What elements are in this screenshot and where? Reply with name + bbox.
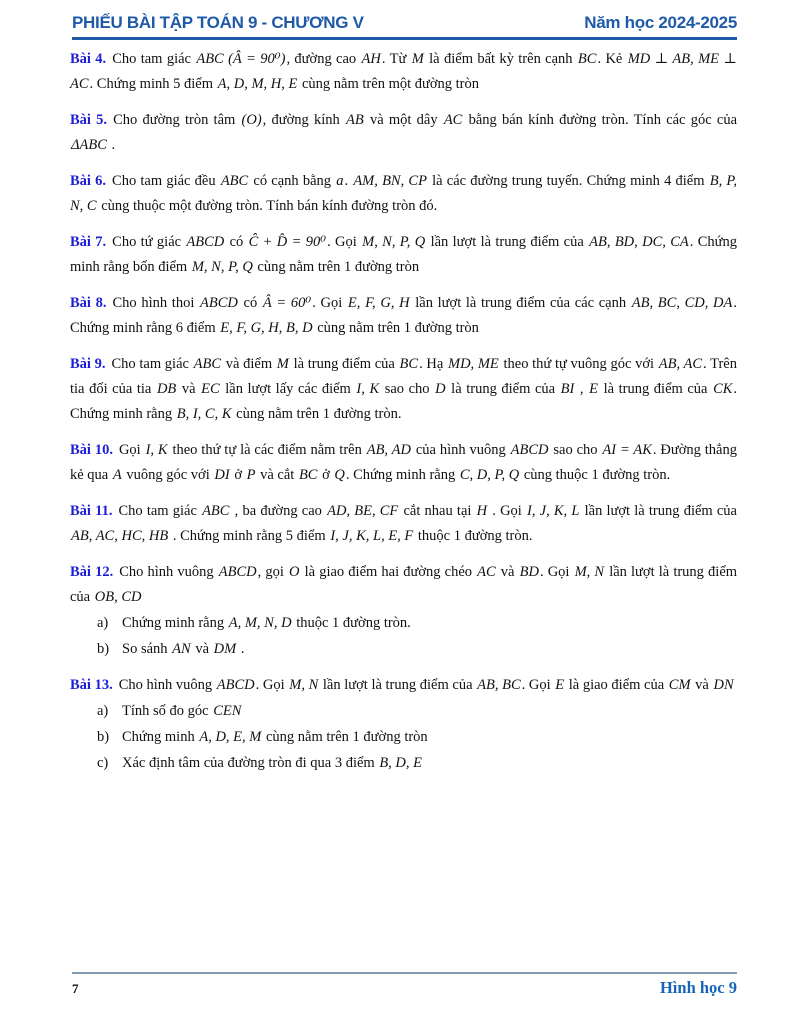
math-run: ABC: [202, 503, 230, 519]
footer-book-title: Hình học 9: [659, 978, 737, 997]
exercise-label: Bài 9.: [70, 356, 106, 372]
text-run: . Gọi: [255, 677, 289, 693]
text-run: có cạnh bằng: [249, 173, 336, 189]
math-run: BI: [560, 381, 575, 397]
exercise-label: Bài 4.: [70, 51, 107, 67]
text-run: . Kẻ: [597, 51, 627, 67]
item-text: [122, 703, 242, 719]
text-run: , đường cao: [286, 51, 361, 67]
exercise-text: [70, 51, 737, 92]
math-run: B, I, C, K: [176, 406, 232, 422]
math-run: B, P, N, C: [70, 173, 738, 214]
math-run: AD, BE, CF: [327, 503, 399, 519]
text-run: thuộc 1 đường tròn.: [292, 615, 411, 631]
math-run: ABC (Â = 90⁰): [196, 51, 286, 67]
math-run: C, D, P, Q: [459, 467, 520, 483]
math-run: DN: [713, 677, 734, 693]
exercise-text: [70, 112, 737, 153]
text-run: lần lượt lấy các điểm: [220, 381, 356, 397]
text-run: Tính số đo góc: [122, 703, 213, 719]
math-run: ABCD: [216, 677, 255, 693]
exercise-label: Bài 11.: [70, 503, 113, 519]
math-run: MD ⊥ AB, ME ⊥ AC: [70, 51, 737, 92]
text-run: lần lượt là trung điểm của: [319, 677, 477, 693]
text-run: cắt nhau tại: [399, 503, 476, 519]
math-run: M, N: [289, 677, 319, 693]
text-run: , đường kính: [262, 112, 346, 128]
exercise-subitem: [70, 751, 737, 776]
text-run: là trung điểm của: [446, 381, 560, 397]
math-run: AM, BN, CP: [353, 173, 427, 189]
item-marker: b): [97, 641, 110, 657]
math-run: ABCD: [510, 442, 549, 458]
math-run: A, M, N, D: [228, 615, 292, 631]
exercise-subitem: [70, 611, 737, 636]
math-run: I, J, K, L, E, F: [330, 528, 414, 544]
text-run: vuông góc với: [122, 467, 214, 483]
math-run: a: [336, 173, 344, 189]
item-marker: a): [97, 703, 109, 719]
text-run: lần lượt là trung điểm của: [580, 503, 737, 519]
exercise-label: Bài 10.: [70, 442, 113, 458]
text-run: Cho tam giác: [112, 51, 196, 67]
text-run: lần lượt là trung điểm của: [70, 564, 738, 605]
exercise: [70, 291, 737, 341]
item-marker: b): [97, 729, 110, 745]
text-run: cùng thuộc một đường tròn. Tính bán kính đường tròn đó.: [97, 198, 438, 214]
text-run: Chứng minh: [122, 729, 199, 745]
exercise-label: Bài 13.: [70, 677, 113, 693]
text-run: , ba đường cao: [230, 503, 327, 519]
math-run: E: [589, 381, 598, 397]
text-run: và: [191, 641, 213, 657]
math-run: A: [112, 467, 122, 483]
exercise-subitems: [70, 699, 737, 776]
math-run: ABCD: [186, 234, 225, 250]
text-run: Cho hình vuông: [119, 564, 218, 580]
text-run: theo thứ tự vuông góc với: [499, 356, 658, 372]
text-run: cùng thuộc 1 đường tròn.: [520, 467, 671, 483]
page-number: 7: [72, 981, 79, 996]
text-run: có: [238, 295, 262, 311]
math-run: MD, ME: [447, 356, 499, 372]
math-run: A, D, E, M: [199, 729, 262, 745]
text-run: . Hạ: [419, 356, 447, 372]
exercise-label: Bài 6.: [70, 173, 107, 189]
text-run: là trung điểm của: [599, 381, 713, 397]
text-run: So sánh: [122, 641, 172, 657]
exercise: [70, 673, 737, 776]
exercise: [70, 560, 737, 662]
text-run: là giao điểm hai đường chéo: [300, 564, 477, 580]
math-run: CEN: [213, 703, 242, 719]
math-run: (O): [241, 112, 262, 128]
exercise-text: [70, 503, 737, 544]
exercise-label: Bài 12.: [70, 564, 114, 580]
text-run: ở: [230, 467, 246, 483]
math-run: M: [411, 51, 424, 67]
math-run: AN: [172, 641, 191, 657]
math-run: CM: [668, 677, 691, 693]
text-run: cùng nằm trên 1 đường tròn.: [232, 406, 402, 422]
math-run: E: [555, 677, 565, 693]
math-run: EC: [201, 381, 220, 397]
item-text: [122, 641, 244, 657]
text-run: và: [177, 381, 201, 397]
text-run: ở: [318, 467, 334, 483]
exercise-subitem: [70, 637, 737, 662]
text-run: . Từ: [381, 51, 411, 67]
math-run: ABC: [193, 356, 222, 372]
text-run: lần lượt là trung điểm của các cạnh: [410, 295, 631, 311]
text-run: Chứng minh rằng: [122, 615, 228, 631]
math-run: D: [435, 381, 446, 397]
text-run: cùng nằm trên 1 đường tròn: [253, 259, 420, 275]
text-run: . Gọi: [312, 295, 347, 311]
exercise-text: [70, 173, 737, 214]
math-run: DB: [156, 381, 177, 397]
text-run: là điểm bất kỳ trên cạnh: [424, 51, 577, 67]
text-run: lần lượt là trung điểm của: [426, 234, 589, 250]
math-run: E, F, G, H: [347, 295, 410, 311]
text-run: Xác định tâm của đường tròn đi qua 3 điểm: [122, 755, 379, 771]
text-run: . Gọi: [521, 677, 555, 693]
math-run: CK: [713, 381, 733, 397]
math-run: B, D, E: [379, 755, 423, 771]
exercise-subitem: [70, 699, 737, 724]
exercise-subitems: [70, 611, 737, 662]
math-run: AB, BD, DC, CA: [589, 234, 689, 250]
math-run: ABCD: [200, 295, 238, 311]
math-run: E, F, G, H, B, D: [220, 320, 313, 336]
math-run: BC: [577, 51, 597, 67]
item-text: [122, 755, 423, 771]
math-run: A, D, M, H, E: [217, 76, 298, 92]
text-run: là các đường trung tuyến. Chứng minh 4 điểm: [427, 173, 709, 189]
exercise: [70, 352, 737, 427]
math-run: AB, AD: [366, 442, 411, 458]
exercise-text: [119, 677, 735, 693]
text-run: Cho hình thoi: [112, 295, 200, 311]
text-run: là giao điểm của: [565, 677, 668, 693]
text-run: có: [225, 234, 248, 250]
exercise-label: Bài 5.: [70, 112, 108, 128]
math-run: Ĉ + D̂ = 90⁰: [248, 234, 327, 250]
text-run: theo thứ tự là các điểm nằm trên: [168, 442, 366, 458]
math-run: AC: [477, 564, 496, 580]
text-run: và: [691, 677, 713, 693]
text-run: ,: [575, 381, 589, 397]
math-run: ABC: [220, 173, 249, 189]
text-run: . Chứng minh 5 điểm: [89, 76, 217, 92]
item-marker: a): [97, 615, 109, 631]
math-run: DI: [214, 467, 230, 483]
math-run: AB: [346, 112, 364, 128]
text-run: cùng nằm trên 1 đường tròn: [262, 729, 428, 745]
math-run: M: [276, 356, 289, 372]
exercise-text: [70, 234, 737, 275]
text-run: . Chứng minh rằng: [70, 381, 738, 422]
math-run: OB, CD: [94, 589, 142, 605]
exercise-label: Bài 7.: [70, 234, 107, 250]
math-run: M, N, P, Q: [191, 259, 253, 275]
text-run: , gọi: [257, 564, 289, 580]
exercise: [70, 438, 737, 488]
text-run: . Gọi: [327, 234, 362, 250]
text-run: cùng nằm trên một đường tròn: [298, 76, 480, 92]
text-run: . Gọi: [539, 564, 574, 580]
text-run: Cho hình vuông: [118, 677, 216, 693]
text-run: Cho tam giác: [118, 503, 202, 519]
math-run: DM: [213, 641, 237, 657]
math-run: BC: [399, 356, 419, 372]
math-run: AB, BC, CD, DA: [631, 295, 733, 311]
text-run: thuộc 1 đường tròn.: [414, 528, 533, 544]
text-run: và cắt: [256, 467, 298, 483]
item-marker: c): [97, 755, 109, 771]
math-run: AC: [443, 112, 463, 128]
math-run: O: [289, 564, 300, 580]
text-run: . Trên tia đối của tia: [70, 356, 737, 397]
text-run: . Chứng minh rằng 5 điểm: [169, 528, 330, 544]
text-run: Cho đường tròn tâm: [113, 112, 241, 128]
text-run: cùng nằm trên 1 đường tròn: [313, 320, 479, 336]
math-run: I, K: [145, 442, 168, 458]
exercise: [70, 108, 737, 158]
exercise: [70, 230, 737, 280]
document-footer: [72, 972, 737, 998]
math-run: Q: [334, 467, 345, 483]
text-run: Gọi: [118, 442, 145, 458]
math-run: H: [476, 503, 488, 519]
exercise-text: [70, 564, 737, 605]
text-run: . Gọi: [488, 503, 526, 519]
text-run: và: [496, 564, 519, 580]
text-run: .: [344, 173, 353, 189]
exercise: [70, 499, 737, 549]
text-run: của hình vuông: [412, 442, 510, 458]
item-text: [122, 729, 428, 745]
math-run: M, N: [574, 564, 605, 580]
math-run: BC: [298, 467, 318, 483]
math-run: BD: [519, 564, 539, 580]
text-run: Cho tam giác đều: [112, 173, 220, 189]
math-run: AB, BC: [477, 677, 521, 693]
exercise-text: [70, 442, 737, 483]
text-run: và điểm: [222, 356, 276, 372]
exercise-text: [70, 295, 737, 336]
exercise: [70, 47, 737, 97]
text-run: . Chứng minh rằng 6 điểm: [70, 295, 738, 336]
exercise-list: [70, 47, 737, 787]
math-run: AI = AK: [602, 442, 652, 458]
text-run: Cho tứ giác: [112, 234, 186, 250]
math-run: AB, AC: [658, 356, 703, 372]
exercise-text: [70, 356, 737, 422]
math-run: M, N, P, Q: [362, 234, 426, 250]
text-run: .: [237, 641, 245, 657]
text-run: là trung điểm của: [289, 356, 399, 372]
text-run: .: [107, 137, 116, 153]
text-run: . Chứng minh rằng: [345, 467, 459, 483]
math-run: I, J, K, L: [527, 503, 580, 519]
text-run: . Chứng minh rằng bốn điểm: [70, 234, 738, 275]
header-school-year: Năm học 2024-2025: [584, 13, 737, 32]
item-text: [122, 615, 411, 631]
document-header: [72, 13, 737, 40]
text-run: sao cho: [380, 381, 435, 397]
math-run: Â = 60⁰: [262, 295, 312, 311]
math-run: ABCD: [218, 564, 257, 580]
exercise: [70, 169, 737, 219]
math-run: P: [246, 467, 256, 483]
math-run: ΔABC: [71, 137, 107, 153]
text-run: sao cho: [549, 442, 602, 458]
exercise-subitem: [70, 725, 737, 750]
text-run: bằng bán kính đường tròn. Tính các góc của: [463, 112, 738, 128]
text-run: . Đường thẳng kẻ qua: [70, 442, 737, 483]
header-title: PHIẾU BÀI TẬP TOÁN 9 - CHƯƠNG V: [72, 13, 364, 32]
text-run: Cho tam giác: [111, 356, 193, 372]
exercise-label: Bài 8.: [70, 295, 107, 311]
math-run: AH: [361, 51, 381, 67]
text-run: và một dây: [364, 112, 443, 128]
math-run: I, K: [356, 381, 380, 397]
math-run: AB, AC, HC, HB: [71, 528, 169, 544]
